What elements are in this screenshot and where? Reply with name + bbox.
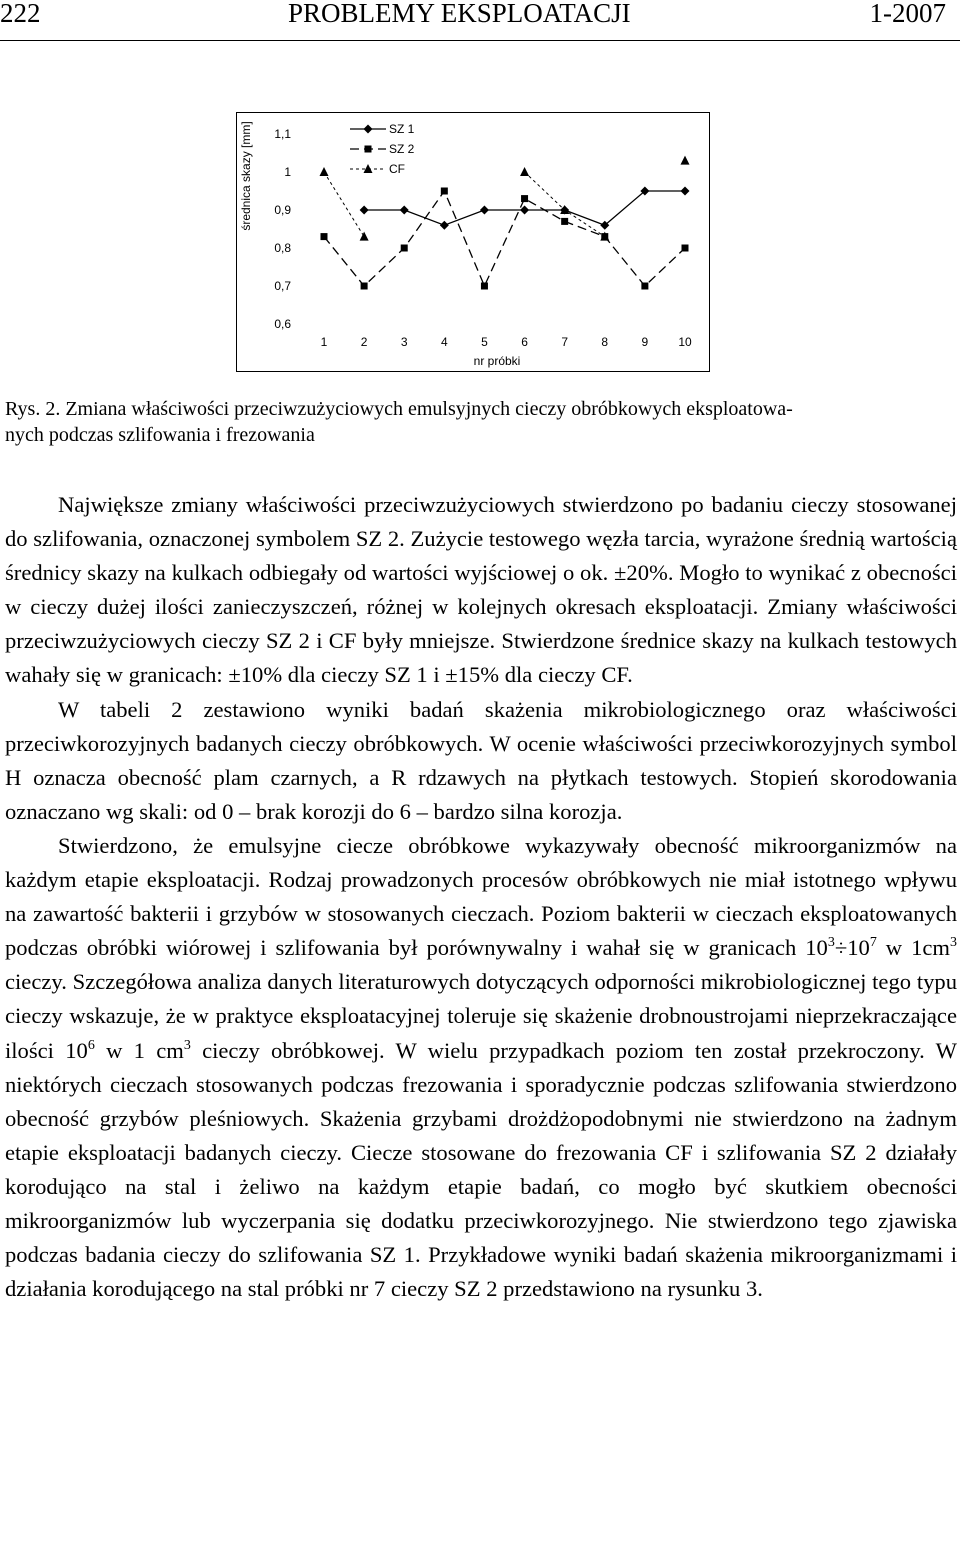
data-point-square — [481, 283, 488, 290]
x-tick-label: 3 — [400, 335, 408, 349]
data-point-square — [521, 195, 528, 202]
data-point-square — [321, 233, 328, 240]
figure-caption — [5, 396, 955, 448]
y-tick-label: 0,7 — [274, 279, 291, 293]
journal-title: PROBLEMY EKSPLOATACJI — [288, 0, 631, 28]
x-tick-label: 4 — [440, 335, 448, 349]
x-tick-label: 7 — [561, 335, 569, 349]
data-point-diamond — [400, 206, 409, 215]
series-cf — [320, 156, 690, 241]
legend-label: SZ 1 — [389, 122, 415, 136]
figure-2 — [236, 112, 710, 372]
x-tick-label: 5 — [481, 335, 488, 349]
series-line — [324, 191, 685, 286]
unit-cm: w 1cm — [876, 935, 950, 961]
data-point-square — [365, 146, 372, 153]
data-point-diamond — [364, 125, 373, 134]
data-point-square — [682, 245, 689, 252]
data-point-triangle — [320, 167, 329, 176]
article-body — [5, 488, 957, 1306]
x-axis-label: nr próbki — [473, 354, 521, 368]
figure-frame — [237, 113, 710, 372]
y-tick-label: 0,6 — [274, 317, 291, 331]
running-header — [0, 0, 960, 41]
x-tick-label: 6 — [521, 335, 528, 349]
data-point-square — [361, 283, 368, 290]
data-point-square — [561, 218, 568, 225]
data-point-diamond — [440, 221, 449, 230]
limit-base: 10 — [65, 1037, 88, 1063]
page-number: 222 — [0, 0, 41, 28]
paragraph-2: W tabeli 2 zestawiono wyniki badań skażenia mikrobiologicznego oraz właściwości przeciwkorozyjnych badanych cieczy obróbkowych. W ocenie właściwości przeciwkorozyjnych symbol H oznacza obecność plam czarnych, a R rdzawych na płytkach testowych. Stopień skorodowania oznaczano wg skali: od 0 – brak korozji do 6 – bardzo silna korozja. — [5, 696, 957, 824]
caption-line-2: nych podczas szlifowania i frezowania — [5, 424, 315, 446]
unit-cm-2: w 1 cm — [94, 1037, 184, 1063]
data-point-diamond — [360, 206, 369, 215]
exponent-4: 6 — [87, 1037, 95, 1053]
x-tick-label: 1 — [320, 335, 328, 349]
series-sz-1 — [360, 187, 690, 230]
data-point-diamond — [681, 187, 690, 196]
paragraph-3-text-a: Stwierdzono, że emulsyjne ciecze obróbkowe wykazywały obecność mikroorganizmów na każdym etapie eksploatacji. Rodzaj prowadzonych procesów obróbkowych nie miał istotnego wpływu na zawartość bakterii i grzybów w stosowanych cieczach. Poziom bakterii w cieczach eksploatowanych podczas obróbki wiórowej i szlifowania był porównywalny i wahał się w granicach — [5, 832, 957, 961]
y-axis-label: średnica skazy [mm] — [239, 121, 253, 231]
data-point-square — [641, 283, 648, 290]
data-point-triangle — [520, 167, 529, 176]
paragraph-3-text-c: cieczy obróbkowej. W wielu przypadkach poziom ten został przekroczony. W niektórych cieczach stosowanych podczas frezowania i sporadycznie podczas szlifowania stwierdzono obecność grzybów pleśniowych. Skażenia grzybami drożdżopodobnymi nie stwierdzono na żadnym etapie eksploatacji badanych cieczy. Ciecze stosowane do frezowania CF i szlifowania SZ 2 działały korodująco na stal i żeliwo na każdym etapie badań, co mogło być skutkiem obecności mikroorganizmów lub wyczerpania się dodatku przeciwkorozyjnego. Nie stwierdzono tego zjawiska podczas badania cieczy do szlifowania SZ 1. Przykładowe wyniki badań skażenia mikroorganizmami i działania korodującego na stal próbki nr 7 cieczy SZ 2 przedstawiono na rysunku 3. — [5, 1037, 957, 1302]
y-tick-label: 0,8 — [274, 241, 291, 255]
exponent-5: 3 — [183, 1037, 191, 1053]
exponent-1: 3 — [827, 935, 835, 951]
x-tick-label: 9 — [641, 335, 649, 349]
y-tick-label: 0,9 — [274, 203, 291, 217]
paragraph-3-text-b: cieczy. Szczegółowa analiza danych literaturowych dotyczących odporności mikrobiologicznej tego typu cieczy wskazuje, że w praktyce eksploatacyjnej toleruje się skażenie drobnoustrojami nieprzekraczające ilości — [5, 969, 957, 1063]
y-tick-label: 1,1 — [274, 127, 291, 141]
caption-line-1: Rys. 2. Zmiana właściwości przeciwzużyciowych emulsyjnych cieczy obróbkowych eksploatowa- — [5, 398, 793, 420]
y-tick-label: 1 — [284, 165, 291, 179]
legend-label: CF — [389, 162, 405, 176]
exponent-3: 3 — [950, 935, 957, 951]
journal-issue: 1-2007 — [869, 0, 946, 28]
series-line — [525, 172, 605, 237]
legend-label: SZ 2 — [389, 142, 415, 156]
paragraph-1: Największe zmiany właściwości przeciwzużyciowych stwierdzono po badaniu cieczy stosowanej do szlifowania, oznaczonej symbolem SZ 2. Zużycie testowego węzła tarcia, wyrażone średnią wartością średnicy skazy na kulkach odbiegały od wartości wyjściowej o ok. ±20%. Mogło to wynikać z obecności w cieczy dużej ilości zanieczyszczeń, różnej w kolejnych okresach eksploatacji. Zmiany właściwości przeciwzużyciowych cieczy SZ 2 i CF były mniejsze. Stwierdzone średnice skazy na kulkach testowych wahały się w granicach: ±10% dla cieczy SZ 1 i ±15% dla cieczy CF. — [5, 492, 957, 688]
paragraph-3 — [5, 829, 957, 1306]
exponent-2: 7 — [869, 935, 877, 951]
line-chart — [236, 112, 710, 372]
series-sz-2 — [321, 188, 689, 290]
data-point-triangle — [360, 232, 369, 241]
x-tick-label: 2 — [360, 335, 368, 349]
data-point-square — [401, 245, 408, 252]
x-tick-label: 10 — [678, 335, 692, 349]
range-base-1: 10 — [805, 935, 828, 961]
data-point-diamond — [480, 206, 489, 215]
range-div: ÷10 — [834, 935, 870, 961]
series-line — [324, 172, 364, 237]
x-tick-label: 8 — [601, 335, 609, 349]
data-point-square — [441, 188, 448, 195]
data-point-triangle — [681, 156, 690, 165]
